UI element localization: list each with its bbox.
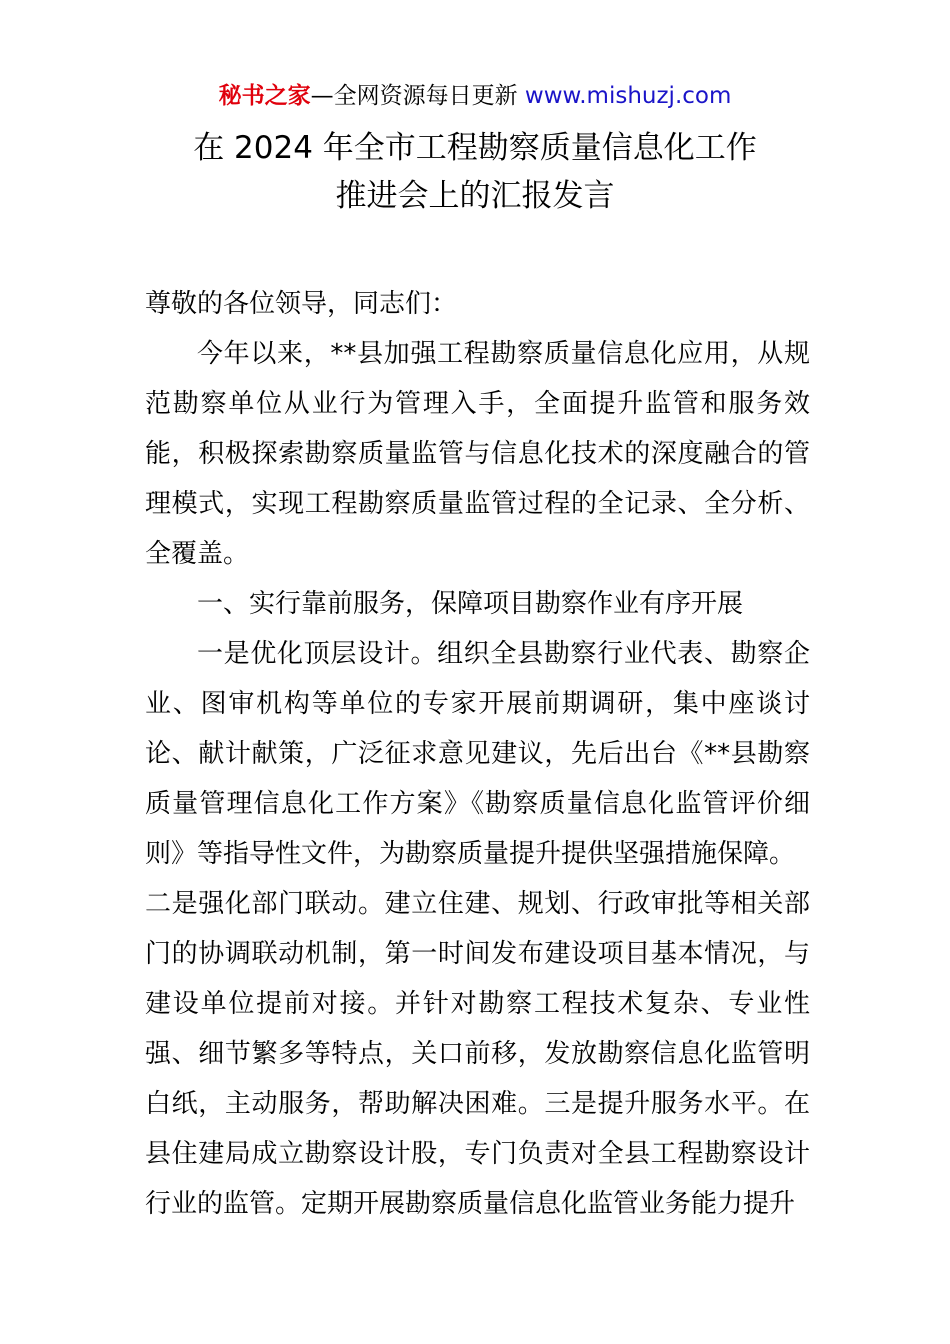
- body-paragraph: 今年以来，**县加强工程勘察质量信息化应用，从规范勘察单位从业行为管理入手，全面提升监管和服务效能，积极探索勘察质量监管与信息化技术的深度融合的管理模式，实现工程勘察质量监管过程的全记录、全分析、全覆盖。: [145, 339, 810, 569]
- site-header: [0, 80, 950, 112]
- body-paragraph: 一是优化顶层设计。组织全县勘察行业代表、勘察企业、图审机构等单位的专家开展前期调研，集中座谈讨论、献计献策，广泛征求意见建议，先后出台《**县勘察质量管理信息化工作方案》《勘察质量信息化监管评价细则》等指导性文件，为勘察质量提升提供坚强措施保障。: [145, 639, 810, 869]
- document-title-line1: 在 2024 年全市工程勘察质量信息化工作: [193, 130, 757, 166]
- document-body: [145, 279, 810, 1229]
- section-heading: 一、实行靠前服务，保障项目勘察作业有序开展: [197, 589, 744, 619]
- document-title-line2: 推进会上的汇报发言: [335, 178, 615, 214]
- site-name: 秘书之家: [218, 83, 311, 109]
- body-paragraph: 二是强化部门联动。建立住建、规划、行政审批等相关部门的协调联动机制，第一时间发布建设项目基本情况，与建设单位提前对接。并针对勘察工程技术复杂、专业性强、细节繁多等特点，关口前移，发放勘察信息化监管明白纸，主动服务，帮助解决困难。三是提升服务水平。在县住建局成立勘察设计股，专门负责对全县工程勘察设计行业的监管。定期开展勘察质量信息化监管业务能力提升: [145, 889, 810, 1219]
- site-tagline: —全网资源每日更新: [310, 83, 525, 109]
- salutation: 尊敬的各位领导，同志们：: [145, 289, 458, 319]
- site-url-link[interactable]: www.mishuzj.com: [524, 83, 732, 109]
